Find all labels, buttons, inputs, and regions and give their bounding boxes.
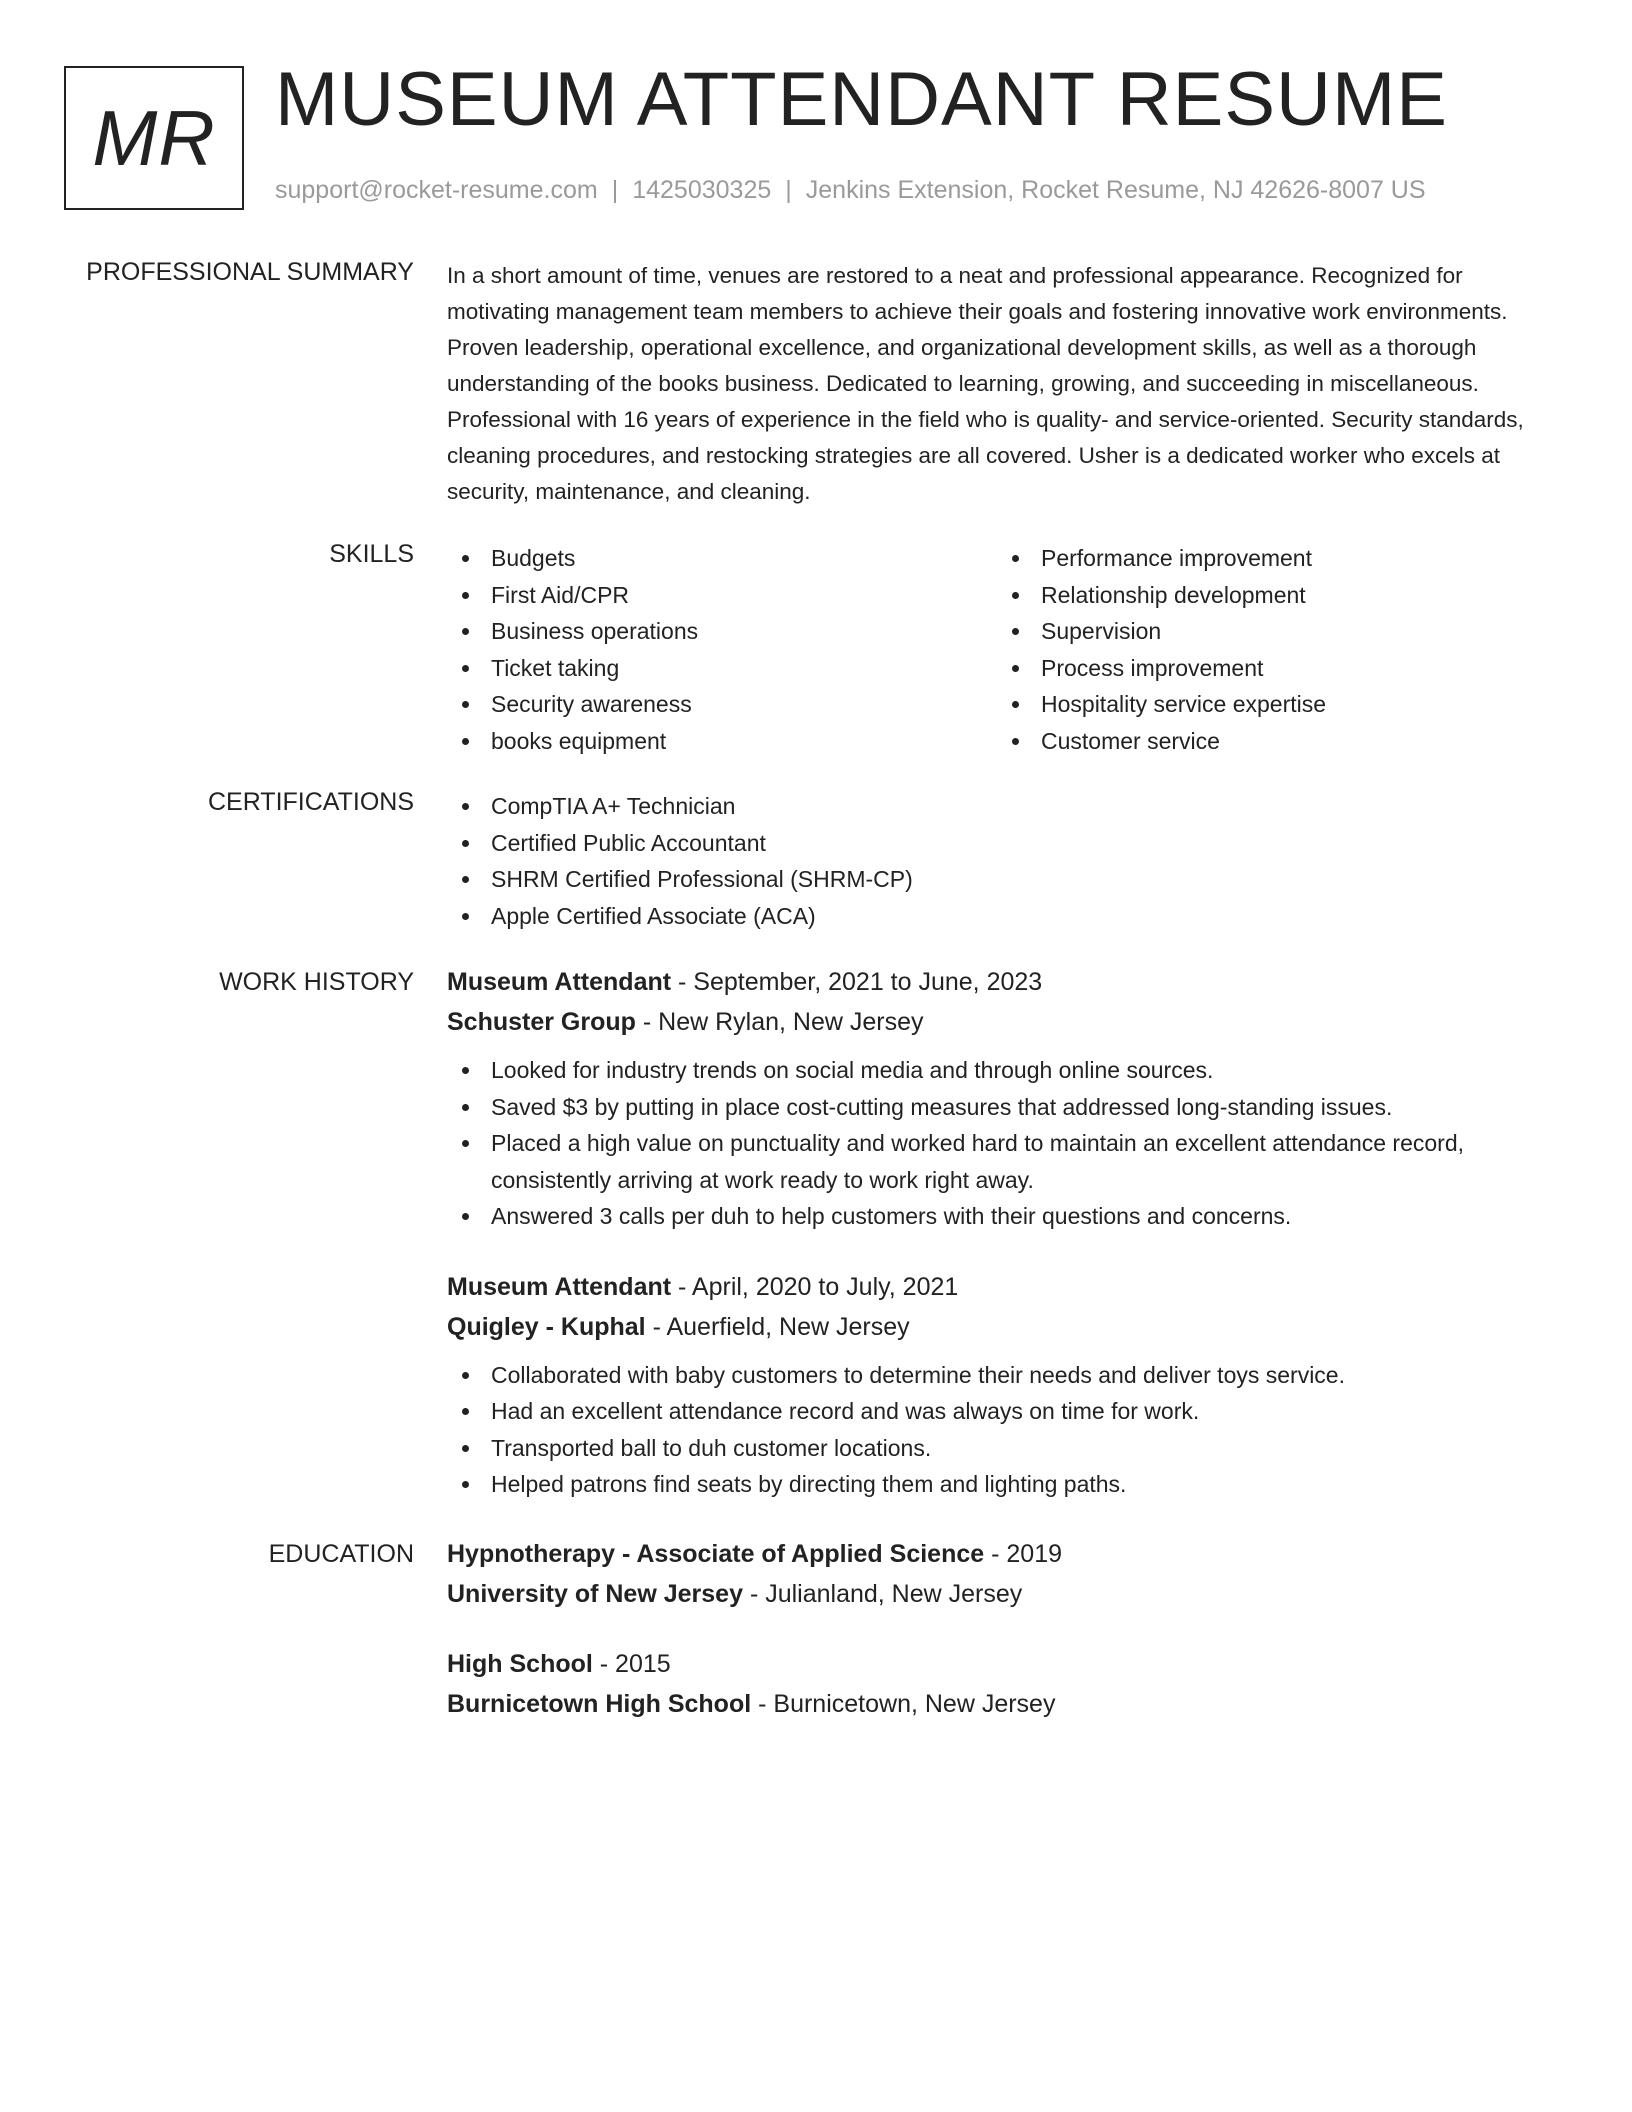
job-title: Museum Attendant [447,968,672,996]
job-bullets [447,1357,1567,1503]
list-item: Hospitality service expertise [997,686,1547,723]
list-item: Looked for industry trends on social media and through online sources. [447,1052,1567,1089]
job-location: - Auerfield, New Jersey [652,1312,910,1341]
job-dates: - September, 2021 to June, 2023 [678,968,1043,996]
list-item: Business operations [447,613,997,650]
list-item: Certified Public Accountant [447,825,1567,862]
list-item: Had an excellent attendance record and was always on time for work. [447,1393,1567,1430]
education-location: - Julianland, New Jersey [749,1580,1023,1608]
list-item: Ticket taking [447,650,997,687]
job-entry [447,1267,1567,1503]
certifications-list [447,788,1567,934]
education-degree-line [447,1644,1567,1684]
education-school-line [447,1684,1567,1724]
work-body [447,962,1567,1503]
contact-separator: | [785,176,792,204]
job-company: Schuster Group [447,1008,636,1036]
list-item: Collaborated with baby customers to determine their needs and deliver toys service. [447,1357,1567,1394]
job-title-line [447,962,1567,1002]
job-entry [447,962,1567,1235]
skills-list-left [447,540,997,759]
skills-label: SKILLS [329,540,414,568]
list-item: Answered 3 calls per duh to help customers with their questions and concerns. [447,1198,1567,1235]
monogram-box [64,66,244,210]
certifications-body [447,788,1567,934]
education-label: EDUCATION [268,1540,414,1568]
list-item: Security awareness [447,686,997,723]
certifications-label: CERTIFICATIONS [207,788,414,816]
summary-text: In a short amount of time, venues are restored to a neat and professional appearance. Recognized for motivating management team members to achieve their goals and fostering innovative work environments. Proven leadership, operational excellence, and organizational development skills, as well as a thorough understanding of the books business. Dedicated to learning, growing, and succeeding in miscellaneous. Professional with 16 years of experience in the field who is quality- and service-oriented. Security standards, cleaning procedures, and restocking strategies are all covered. Usher is a dedicated worker who excels at security, maintenance, and cleaning. [447,263,1524,504]
list-item: Placed a high value on punctuality and worked hard to maintain an excellent attendance record, consistently arriving at work ready to work right away. [447,1125,1567,1198]
skills-columns [447,540,1567,759]
job-dates: - April, 2020 to July, 2021 [678,1272,959,1301]
education-school: Burnicetown High School [447,1690,752,1718]
contact-line [275,176,1426,205]
list-item: SHRM Certified Professional (SHRM-CP) [447,861,1567,898]
contact-separator: | [611,176,619,204]
list-item: Process improvement [997,650,1547,687]
list-item: Performance improvement [997,540,1547,577]
list-item: books equipment [447,723,997,760]
list-item: Transported ball to duh customer locations. [447,1430,1567,1467]
job-location: - New Rylan, New Jersey [642,1008,924,1036]
education-body [447,1534,1567,1724]
list-item: Apple Certified Associate (ACA) [447,898,1567,935]
list-item: Helped patrons find seats by directing them and lighting paths. [447,1466,1567,1503]
education-degree: High School [447,1650,593,1678]
education-year: - 2015 [599,1650,671,1678]
list-item: Customer service [997,723,1547,760]
job-title-line [447,1267,1567,1307]
list-item: CompTIA A+ Technician [447,788,1567,825]
job-company: Quigley - Kuphal [447,1312,646,1341]
list-item: Relationship development [997,577,1547,614]
education-location: - Burnicetown, New Jersey [758,1690,1056,1718]
education-school-line [447,1574,1567,1614]
education-entry [447,1644,1567,1724]
contact-phone: 1425030325 [632,176,772,204]
education-degree: Hypnotherapy - Associate of Applied Science [447,1540,985,1568]
list-item: Budgets [447,540,997,577]
resume-title: MUSEUM ATTENDANT RESUME [275,57,1448,142]
education-year: - 2019 [991,1540,1063,1568]
education-school: University of New Jersey [447,1580,743,1608]
education-entry [447,1534,1567,1614]
education-degree-line [447,1534,1567,1574]
work-label: WORK HISTORY [219,968,414,996]
job-title: Museum Attendant [447,1272,672,1301]
job-company-line [447,1307,1567,1347]
list-item: Saved $3 by putting in place cost-cutting measures that addressed long-standing issues. [447,1089,1567,1126]
list-item: Supervision [997,613,1547,650]
job-company-line [447,1002,1567,1042]
summary-label: PROFESSIONAL SUMMARY [86,258,414,286]
job-bullets [447,1052,1567,1235]
contact-address: Jenkins Extension, Rocket Resume, NJ 42626-8007 US [805,176,1426,204]
contact-email: support@rocket-resume.com [275,176,598,204]
skills-list-right [997,540,1547,759]
list-item: First Aid/CPR [447,577,997,614]
monogram-initials: MR [92,93,216,182]
